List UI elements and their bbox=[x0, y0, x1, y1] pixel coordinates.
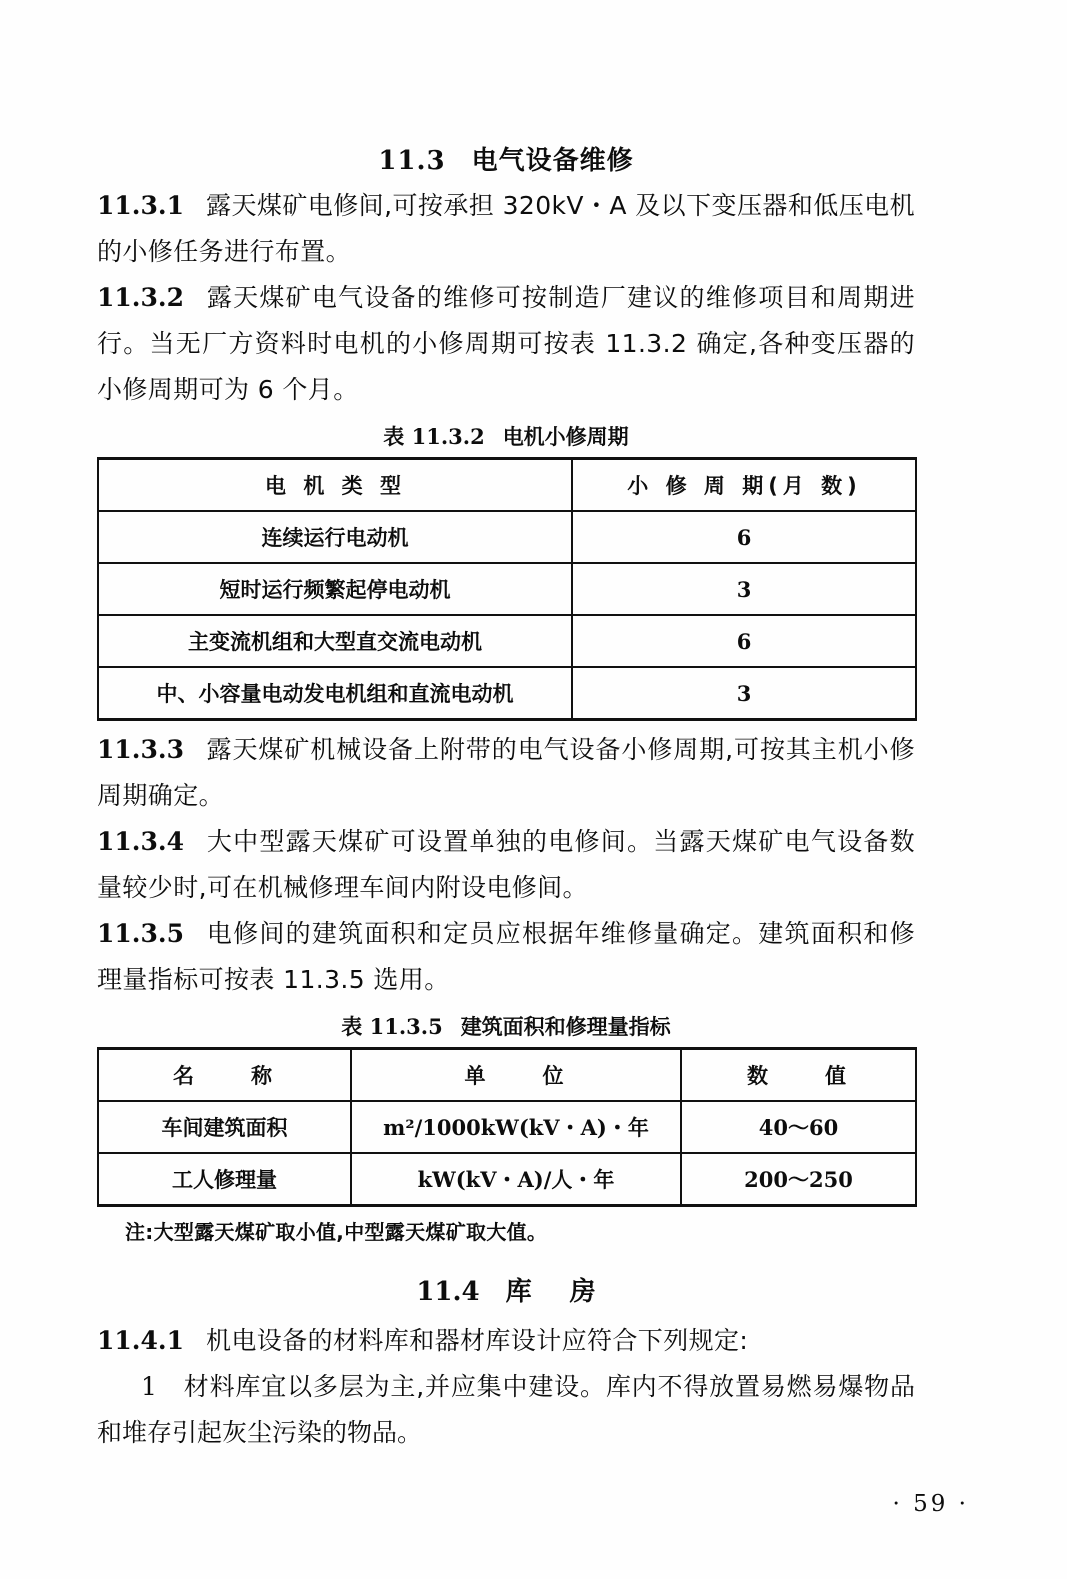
table-header-cell: 数 值 bbox=[681, 1049, 916, 1102]
clause-text: 露天煤矿电气设备的维修可按制造厂建议的维修项目和周期进行。当无厂方资料时电机的小修周期可按表 11.3.2 确定,各种变压器的小修周期可为 6 个月。 bbox=[97, 283, 915, 404]
table-header-row bbox=[98, 1049, 916, 1102]
table-note-11-3-5: 注:大型露天煤矿取小值,中型露天煤矿取大值。 bbox=[125, 1220, 548, 1244]
indicator-unit-cell: kW(kV・A)/人・年 bbox=[351, 1153, 681, 1206]
section-heading-11-4 bbox=[97, 1245, 915, 1318]
clause-number: 11.3.5 bbox=[97, 919, 184, 948]
table-header-cell: 小 修 周 期(月 数) bbox=[572, 459, 916, 512]
clause-11-4-1 bbox=[97, 1318, 915, 1364]
clause-11-3-4 bbox=[97, 819, 915, 911]
list-item-1 bbox=[97, 1364, 915, 1456]
clause-text: 露天煤矿电修间,可按承担 320kV・A 及以下变压器和低压电机的小修任务进行布置。 bbox=[97, 191, 915, 266]
clause-number: 11.3.2 bbox=[97, 283, 184, 312]
section-number: 11.3 bbox=[378, 146, 446, 176]
period-cell: 3 bbox=[736, 680, 752, 706]
indicator-value-cell: 200～250 bbox=[744, 1167, 853, 1192]
list-item-text: 材料库宜以多层为主,并应集中建设。库内不得放置易燃易爆物品和堆存引起灰尘污染的物品。 bbox=[97, 1372, 915, 1447]
clause-text: 电修间的建筑面积和定员应根据年维修量确定。建筑面积和修理量指标可按表 11.3.5 选用。 bbox=[97, 919, 915, 994]
table-header-row bbox=[98, 459, 916, 512]
indicator-name-cell: 车间建筑面积 bbox=[98, 1101, 351, 1153]
page-number: · 59 · bbox=[892, 1491, 969, 1517]
section-title-part1: 库 bbox=[505, 1277, 532, 1307]
clause-text: 机电设备的材料库和器材库设计应符合下列规定: bbox=[206, 1326, 749, 1355]
indicator-value-cell: 40～60 bbox=[681, 1101, 916, 1153]
table-row bbox=[98, 1153, 916, 1206]
table-row bbox=[98, 511, 916, 563]
motor-type-cell: 短时运行频繁起停电动机 bbox=[98, 563, 572, 615]
clause-number: 11.4.1 bbox=[97, 1326, 184, 1355]
table-row bbox=[98, 615, 916, 667]
indicator-unit-cell: m²/1000kW(kV・A)・年 bbox=[351, 1101, 681, 1153]
table-caption-number: 表 11.3.5 bbox=[341, 1014, 443, 1039]
motor-type-cell: 中、小容量电动发电机组和直流电动机 bbox=[98, 667, 572, 720]
motor-type-cell: 主变流机组和大型直交流电动机 bbox=[98, 615, 572, 667]
table-caption-11-3-5 bbox=[97, 1011, 915, 1041]
clause-number: 11.3.1 bbox=[97, 191, 184, 220]
section-title: 电气设备维修 bbox=[471, 146, 634, 176]
table-caption-title: 建筑面积和修理量指标 bbox=[460, 1015, 671, 1039]
clause-text: 大中型露天煤矿可设置单独的电修间。当露天煤矿电气设备数量较少时,可在机械修理车间内附设电修间。 bbox=[97, 827, 915, 902]
list-item-index: 1 bbox=[141, 1372, 157, 1401]
section-number: 11.4 bbox=[416, 1277, 480, 1307]
clause-11-3-2 bbox=[97, 275, 915, 413]
table-header-cell: 名 称 bbox=[98, 1049, 351, 1102]
clause-11-3-1 bbox=[97, 183, 915, 275]
table-11-3-2 bbox=[97, 457, 917, 721]
clause-text: 露天煤矿机械设备上附带的电气设备小修周期,可按其主机小修周期确定。 bbox=[97, 735, 915, 810]
motor-type-cell: 连续运行电动机 bbox=[98, 511, 572, 563]
clause-11-3-3 bbox=[97, 727, 915, 819]
page-content bbox=[97, 0, 915, 1456]
period-cell: 6 bbox=[572, 615, 916, 667]
table-caption-number: 表 11.3.2 bbox=[383, 424, 485, 449]
clause-number: 11.3.4 bbox=[97, 827, 184, 856]
table-caption-title: 电机小修周期 bbox=[502, 425, 629, 449]
table-header-cell: 电 机 类 型 bbox=[98, 459, 572, 512]
section-heading-11-3 bbox=[97, 0, 915, 183]
table-row bbox=[98, 667, 916, 720]
section-title-part2: 房 bbox=[569, 1277, 596, 1307]
indicator-name-cell: 工人修理量 bbox=[98, 1153, 351, 1206]
clause-11-3-5 bbox=[97, 911, 915, 1003]
period-cell: 6 bbox=[572, 511, 916, 563]
period-cell: 3 bbox=[572, 563, 916, 615]
table-row bbox=[98, 1101, 916, 1153]
table-caption-11-3-2 bbox=[97, 421, 915, 451]
table-11-3-5 bbox=[97, 1047, 917, 1207]
table-row bbox=[98, 563, 916, 615]
table-header-cell: 单 位 bbox=[351, 1049, 681, 1102]
clause-number: 11.3.3 bbox=[97, 735, 184, 764]
